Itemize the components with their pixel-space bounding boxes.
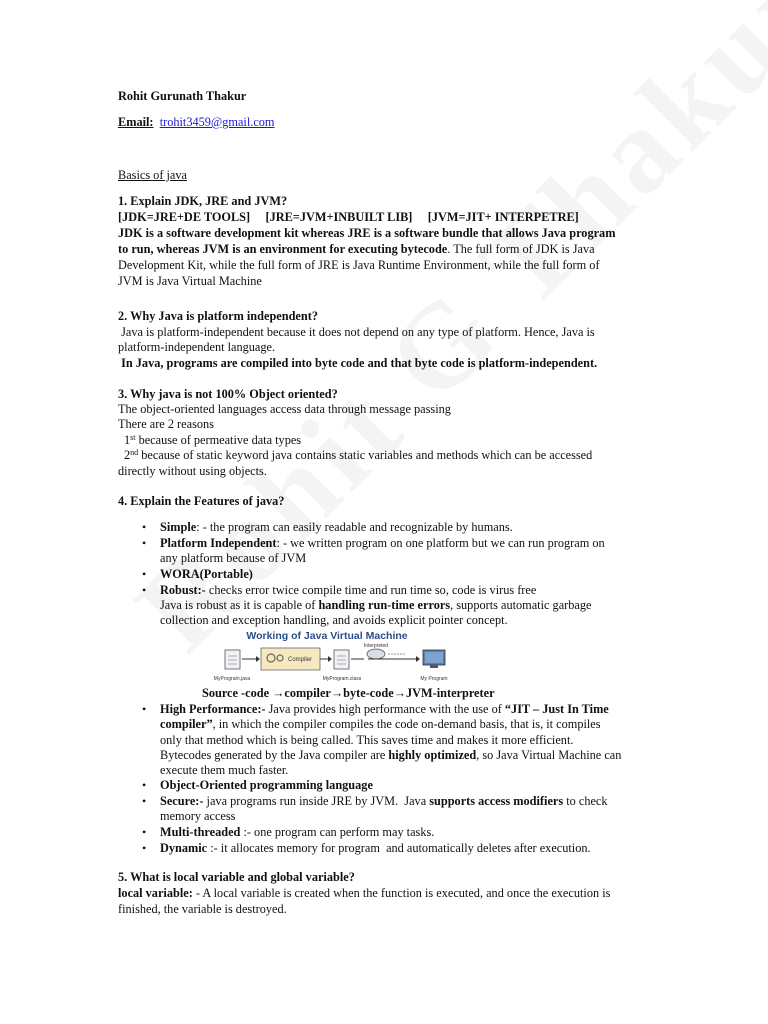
jvm-diagram <box>196 630 458 686</box>
q3-question: 3. Why java is not 100% Object oriented? <box>118 387 338 401</box>
email-line <box>118 115 275 130</box>
feature-robust-line2: Java is robust as it is capable of handling run-time errors, supports automatic garbage <box>160 598 592 612</box>
q2-line1: Java is platform-independent because it does not depend on any type of platform. Hence, Java is <box>118 325 595 339</box>
feature-wora: WORA(Portable) <box>160 567 253 581</box>
feature-high-performance: High Performance:- Java provides high performance with the use of “JIT – Just In Time <box>160 702 609 716</box>
q1-bold-line1: JDK is a software development kit whereas JRE is a software bundle that allows Java program <box>118 226 616 240</box>
bullet-icon: • <box>142 794 147 808</box>
q3-reason1: 1st because of permeative data types <box>124 433 302 447</box>
q4-question: 4. Explain the Features of java? <box>118 494 285 508</box>
feature-secure: Secure:- java programs run inside JRE by JVM. Java supports access modifiers to check <box>160 794 608 808</box>
source-flow-line: Source -code →compiler→byte-code→JVM-interpreter <box>202 686 495 700</box>
q1-formula: [JDK=JRE+DE TOOLS] [JRE=JVM+INBUILT LIB] [JVM=JIT+ INTERPETRE] <box>118 210 579 224</box>
bullet-icon: • <box>142 702 147 716</box>
q2-line2: platform-independent language. <box>118 340 276 354</box>
diagram-compiler: Compiler <box>287 657 313 663</box>
q5-local-variable-cont: finished, the variable is destroyed. <box>118 902 287 916</box>
feature-simple: Simple: - the program can easily readable and recognizable by humans. <box>160 520 513 534</box>
q1-line3: Development Kit, while the full form of JRE is Java Runtime Environment, while the full form of <box>118 258 600 272</box>
feature-robust-line3: collection and exception handling, and avoids explicit pointer concept. <box>160 613 508 627</box>
feature-multithreaded: Multi-threaded :- one program can perform may tasks. <box>160 825 435 839</box>
email-label: Email: <box>118 115 154 129</box>
q5-question: 5. What is local variable and global variable? <box>118 870 355 884</box>
feature-hp-line4: Bytecodes generated by the Java compiler are highly optimized, so Java Virtual Machine can <box>160 748 622 762</box>
bullet-icon: • <box>142 841 147 855</box>
feature-pi-cont: any platform because of JVM <box>160 551 307 565</box>
feature-hp-line2: compiler”, in which the compiler compiles the code on-demand basis, that is, it compiles <box>160 717 601 731</box>
diagram-file1: MyProgram.java <box>213 676 251 682</box>
diagram-interpreted: Interpreted <box>363 643 389 649</box>
jvm-icon <box>367 649 385 659</box>
bullet-icon: • <box>142 567 147 581</box>
q3-line2: There are 2 reasons <box>118 417 214 431</box>
feature-robust: Robust:- checks error twice compile time and run time so, code is virus free <box>160 583 537 597</box>
q2-bold-line: In Java, programs are compiled into byte code and that byte code is platform-independent. <box>118 356 598 370</box>
q3-line1: The object-oriented languages access data through message passing <box>118 402 451 416</box>
bullet-icon: • <box>142 520 147 534</box>
bullet-icon: • <box>142 583 147 597</box>
diagram-title: Working of Java Virtual Machine <box>246 630 408 642</box>
author-name: Rohit Gurunath Thakur <box>118 89 247 103</box>
bullet-icon: • <box>142 825 147 839</box>
diagram-file3: My Program <box>420 676 448 682</box>
feature-dynamic: Dynamic :- it allocates memory for program and automatically deletes after execution. <box>160 841 591 855</box>
compiler-box <box>261 648 320 670</box>
feature-hp-line3: only that method which is being called. This saves time and makes it more efficient. <box>160 733 574 747</box>
q1-bold-line2: to run, whereas JVM is an environment for executing bytecode <box>118 242 448 256</box>
q1-question: 1. Explain JDK, JRE and JVM? <box>118 194 288 208</box>
class-file-icon <box>334 650 349 669</box>
feature-hp-line5: execute them much faster. <box>160 763 289 777</box>
q1-line2-rest: . The full form of JDK is Java <box>447 242 595 256</box>
section-title: Basics of java <box>118 168 187 182</box>
feature-secure-cont: memory access <box>160 809 236 823</box>
q3-reason2-cont: directly without using objects. <box>118 464 267 478</box>
monitor-icon <box>423 650 445 668</box>
q5-local-variable: local variable: - A local variable is created when the function is executed, and once the execution is <box>118 886 611 900</box>
q3-reason2: 2nd because of static keyword java contains static variables and methods which can be accessed <box>124 448 593 462</box>
bullet-icon: • <box>142 536 147 550</box>
java-file-icon <box>225 650 240 669</box>
feature-oop: Object-Oriented programming language <box>160 778 373 792</box>
q2-question: 2. Why Java is platform independent? <box>118 309 318 323</box>
email-link[interactable]: trohit3459@gmail.com <box>159 115 275 129</box>
diagram-file2: MyProgram.class <box>322 676 362 682</box>
q1-line4: JVM is Java Virtual Machine <box>118 274 262 288</box>
feature-platform-independent: Platform Independent: - we written program on one platform but we can run program on <box>160 536 605 550</box>
q1-line2 <box>118 242 595 257</box>
bullet-icon: • <box>142 778 147 792</box>
